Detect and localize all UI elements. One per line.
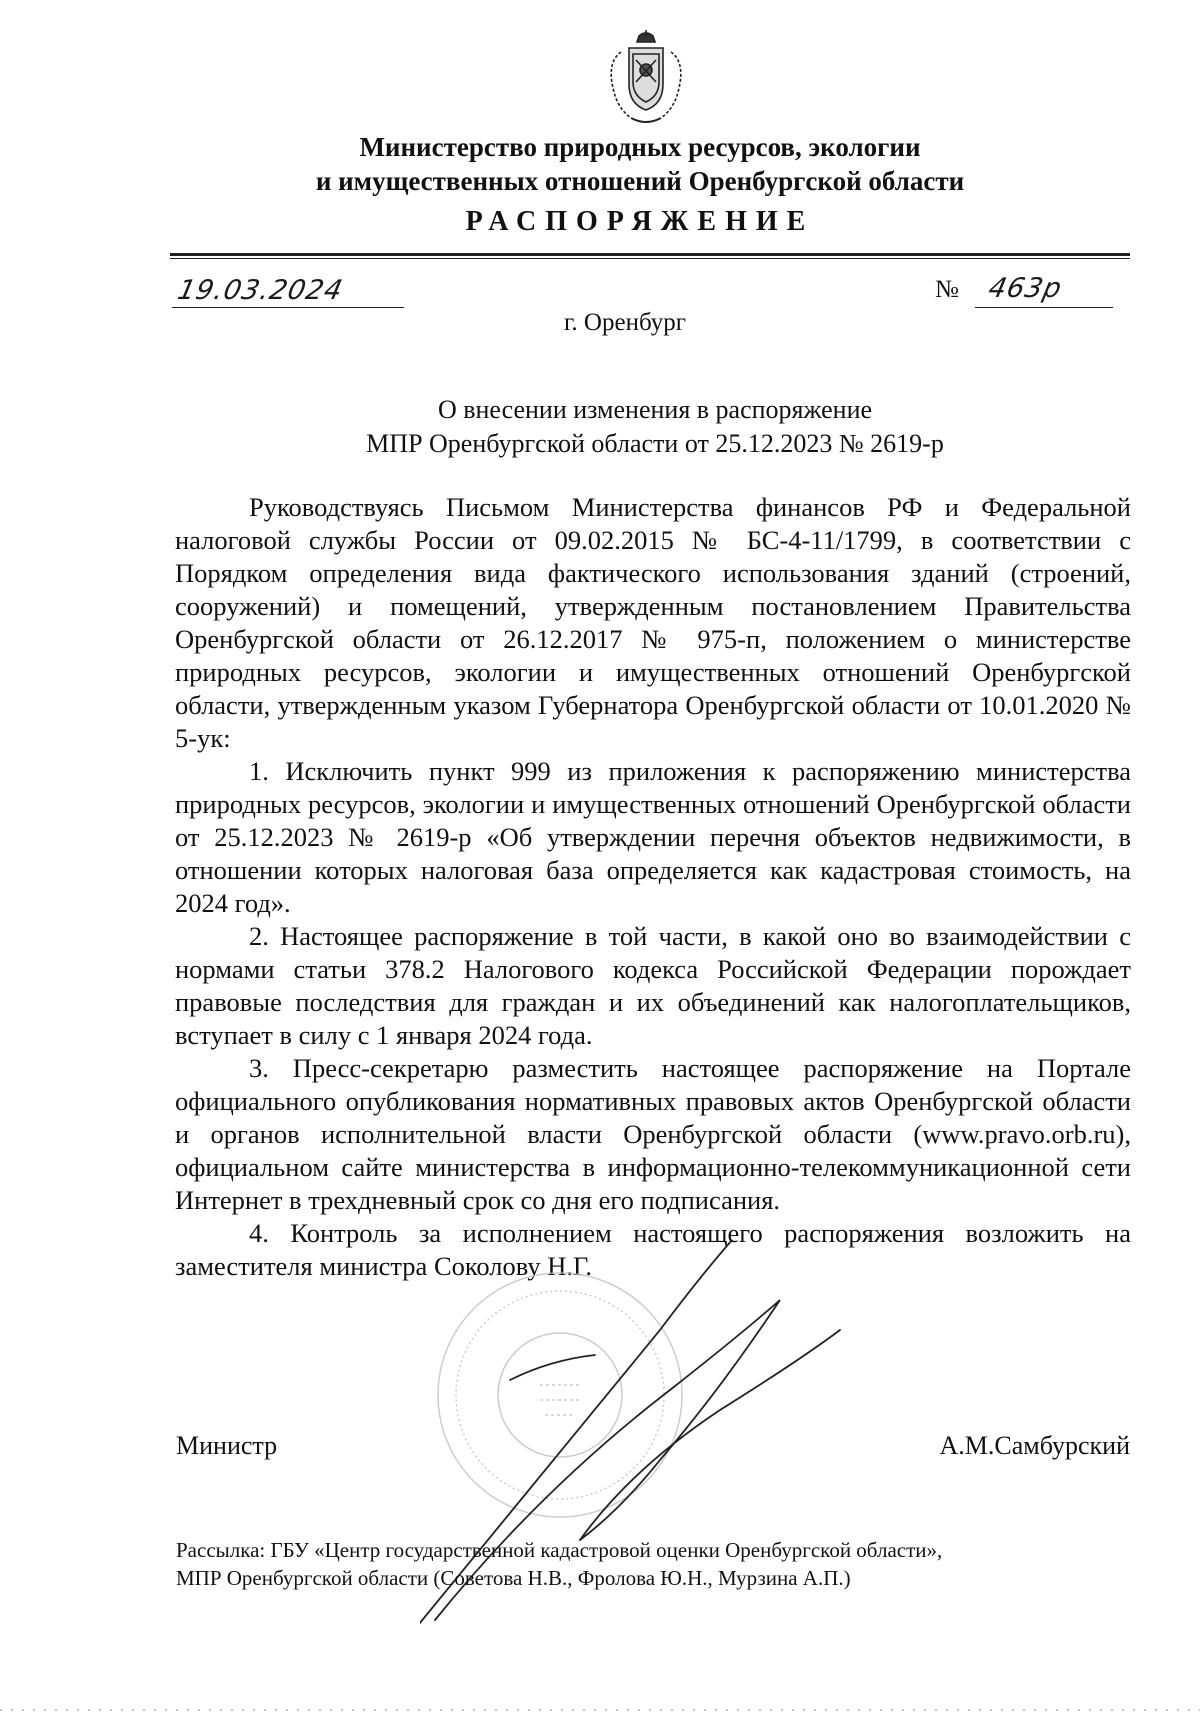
distribution-line2: МПР Оренбургской области (Советова Н.В., Фролова Ю.Н., Мурзина А.П.) — [176, 1566, 851, 1590]
distribution-line1: Рассылка: ГБУ «Центр государственной кадастровой оценки Оренбургской области», — [176, 1538, 943, 1562]
subject-line1: О внесении изменения в распоряжение — [437, 395, 873, 424]
preamble-paragraph: Руководствуясь Письмом Министерства финансов РФ и Федеральной налоговой службы России от 09.02.2015 № БС-4-11/1799, в соответствии с Порядком определения вида фактического использования зданий (строений, сооружений) и помещений, утвержденным постановлением Правительства Оренбургской области от 26.12.2017 № 975-п, положением о министерстве природных ресурсов, экологии и имущественных отношений Оренбургской области, утвержденным указом Губернатора Оренбургской области от 10.01.2020 № 5-ук: — [175, 492, 1131, 753]
item-paragraph: 1. Исключить пункт 999 из приложения к распоряжению министерства природных ресурсов, экологии и имущественных отношений Оренбургской области от 25.12.2023 № 2619-р «Об утверждении перечня объектов недвижимости, в отношении которых налоговая база определяется как кадастровая стоимость, на 2024 год». — [175, 756, 1131, 918]
document-date-handwritten: 19.03.2024 — [174, 275, 346, 306]
document-type-title: РАСПОРЯЖЕНИЕ — [465, 206, 815, 237]
document-body — [175, 491, 1131, 1283]
document-date-field — [172, 273, 404, 308]
coat-of-arms-icon — [601, 30, 691, 130]
subject-line2: МПР Оренбургской области от 25.12.2023 № 2619-р — [366, 429, 944, 458]
signer-role: Министр — [176, 1431, 278, 1460]
header-divider-thin — [170, 258, 1130, 259]
signer-name: А.М.Самбурский — [939, 1431, 1130, 1460]
document-number-field — [975, 273, 1113, 308]
header-divider-thick — [170, 253, 1130, 256]
document-number-handwritten: 463р — [985, 273, 1065, 304]
item-paragraph: 3. Пресс-секретарю разместить настоящее распоряжение на Портале официального опубликования нормативных правовых актов Оренбургской области и органов исполнительной власти Оренбургской области (www.pravo.orb.ru), официальном сайте министерства в информационно-телекоммуникационной сети Интернет в трехдневный срок со дня его подписания. — [175, 1053, 1131, 1215]
document-city: г. Оренбург — [564, 309, 686, 336]
document-number-label: № — [935, 276, 959, 303]
distribution-list — [176, 1536, 1132, 1592]
organization-name-line2: и имущественных отношений Оренбургской области — [315, 166, 965, 196]
organization-name-line1: Министерство природных ресурсов, экологии — [359, 132, 921, 162]
item-paragraph: 2. Настоящее распоряжение в той части, в какой оно во взаимодействии с нормами статьи 378.2 Налогового кодекса Российской Федерации порождает правовые последствия для граждан и их объединений как налогоплательщиков, вступает в силу с 1 января 2024 года. — [175, 921, 1131, 1050]
scan-edge-artifact — [0, 1705, 1200, 1715]
item-paragraph: 4. Контроль за исполнением настоящего распоряжения возложить на заместителя министра Соколову Н.Г. — [175, 1218, 1131, 1281]
